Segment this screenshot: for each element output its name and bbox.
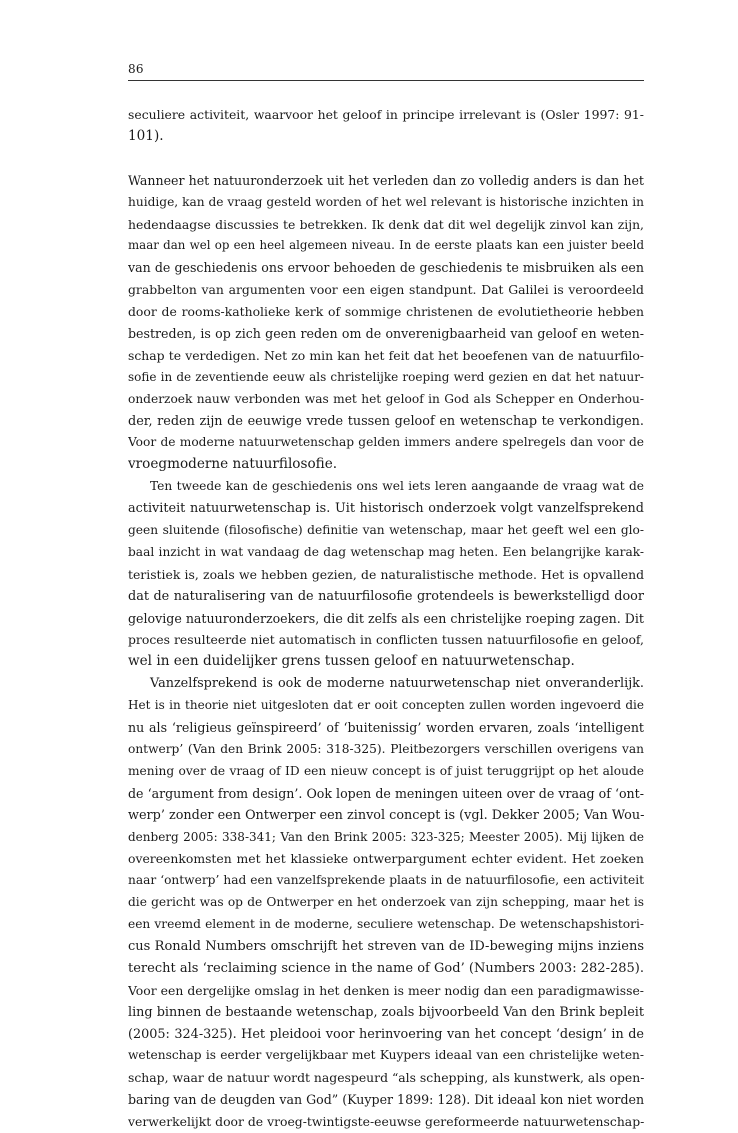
text-line: Ten tweede kan de geschiedenis ons wel iets leren aangaande de vraag wat de xyxy=(150,479,644,494)
text-line: een vreemd element in de moderne, seculiere wetenschap. De wetenschapshistori- xyxy=(128,917,644,932)
text-line: Wanneer het natuuronderzoek uit het verleden dan zo volledig anders is dan het xyxy=(128,172,644,188)
text-line: 101). xyxy=(128,127,164,144)
paragraph-gap xyxy=(128,148,644,170)
text-line: (2005: 324-325). Het pleidooi voor herinvoering van het concept ‘design’ in de xyxy=(128,1026,644,1042)
text-line: teristiek is, zoals we hebben gezien, de naturalistische methode. Het is opvallend xyxy=(128,566,644,582)
text-line: activiteit natuurwetenschap is. Uit historisch onderzoek volgt vanzelfsprekend xyxy=(128,501,644,517)
text-line: terecht als ‘reclaiming science in the name of God’ (Numbers 2003: 282-285). xyxy=(128,960,644,976)
text-line: schap te verdedigen. Net zo min kan het feit dat het beoefenen van de natuurfilo- xyxy=(128,347,644,363)
text-line: bestreden, is op zich geen reden om de onverenigbaarheid van geloof en weten- xyxy=(128,326,644,342)
text-line: dat de naturalisering van de natuurfilosofie grotendeels is bewerkstelligd door xyxy=(128,588,644,604)
text-line: proces resulteerde niet automatisch in conflicten tussen natuurfilosofie en geloof, xyxy=(128,632,644,648)
text-line: wel in een duidelijker grens tussen geloof en natuurwetenschap. xyxy=(128,653,575,670)
text-line: Het is in theorie niet uitgesloten dat er ooit concepten zullen worden ingevoerd die xyxy=(128,698,644,713)
text-line: wetenschap is eerder vergelijkbaar met Kuypers ideaal van een christelijke weten- xyxy=(128,1048,644,1063)
text-line: ontwerp’ (Van den Brink 2005: 318-325). Pleitbezorgers verschillen overigens van xyxy=(128,741,644,756)
text-line: onderzoek nauw verbonden was met het geloof in God als Schepper en Onderhou- xyxy=(128,391,644,406)
text-line: maar dan wel op een heel algemeen niveau. In de eerste plaats kan een juister beeld xyxy=(128,238,644,253)
text-line: cus Ronald Numbers omschrijft het streven van de ID-beweging mijns inziens xyxy=(128,938,644,954)
text-line: door de rooms-katholieke kerk of sommige christenen de evolutietheorie hebben xyxy=(128,304,644,320)
text-line: schap, waar de natuur wordt nagespeurd “als schepping, als kunstwerk, als open- xyxy=(128,1070,644,1086)
text-line: geen sluitende (filosofische) definitie van wetenschap, maar het geeft wel een glo- xyxy=(128,523,644,538)
text-line: ling binnen de bestaande wetenschap, zoals bijvoorbeeld Van den Brink bepleit xyxy=(128,1004,644,1020)
text-line: overeenkomsten met het klassieke ontwerpargument echter evident. Het zoeken xyxy=(128,851,644,867)
text-line: Voor een dergelijke omslag in het denken is meer nodig dan een paradigmawisse- xyxy=(128,982,644,998)
text-line: sofie in de zeventiende eeuw als christelijke roeping werd gezien en dat het natuur- xyxy=(128,369,644,384)
body-text xyxy=(128,104,644,1133)
text-line: Vanzelfsprekend is ook de moderne natuurwetenschap niet onveranderlijk. xyxy=(150,676,644,692)
text-line: der, reden zijn de eeuwige vrede tussen geloof en wetenschap te verkondigen. xyxy=(128,413,644,429)
text-line: seculiere activiteit, waarvoor het geloof in principe irrelevant is (Osler 1997: 91- xyxy=(128,107,644,122)
text-line: van de geschiedenis ons ervoor behoeden de geschiedenis te misbruiken als een xyxy=(128,260,644,276)
text-line: gelovige natuuronderzoekers, die dit zelfs als een christelijke roeping zagen. Dit xyxy=(128,610,644,626)
text-line: werp’ zonder een Ontwerper een zinvol concept is (vgl. Dekker 2005; Van Wou- xyxy=(128,807,644,823)
text-line: die gericht was op de Ontwerper en het onderzoek van zijn schepping, maar het is xyxy=(128,895,644,910)
text-line: vroegmoderne natuurfilosofie. xyxy=(128,456,338,473)
text-line: Voor de moderne natuurwetenschap gelden immers andere spelregels dan voor de xyxy=(128,435,644,450)
text-line: verwerkelijkt door de vroeg-twintigste-eeuwse gereformeerde natuurwetenschap- xyxy=(128,1114,644,1130)
text-line: hedendaagse discussies te betrekken. Ik denk dat dit wel degelijk zinvol kan zijn, xyxy=(128,216,644,232)
text-line: de ‘argument from design’. Ook lopen de meningen uiteen over de vraag of ‘ont- xyxy=(128,785,644,801)
text-line: grabbelton van argumenten voor een eigen standpunt. Dat Galilei is veroordeeld xyxy=(128,282,644,298)
text-line: huidige, kan de vraag gesteld worden of het wel relevant is historische inzichten in xyxy=(128,194,644,209)
text-line: denberg 2005: 338-341; Van den Brink 2005: 323-325; Meester 2005). Mij lijken de xyxy=(128,829,644,844)
text-line: baal inzicht in wat vandaag de dag wetenschap mag heten. Een belangrijke karak- xyxy=(128,544,644,559)
header-rule xyxy=(128,80,644,81)
text-line: baring van de deugden van God” (Kuyper 1899: 128). Dit ideaal kon niet worden xyxy=(128,1092,644,1108)
text-line: naar ‘ontwerp’ had een vanzelfsprekende plaats in de natuurfilosofie, een activiteit xyxy=(128,873,644,888)
text-line: mening over de vraag of ID een nieuw concept is of juist teruggrijpt op het aloude xyxy=(128,763,644,778)
text-line: nu als ‘religieus geïnspireerd’ of ‘buitenissig’ worden ervaren, zoals ‘intelligent xyxy=(128,720,644,736)
page-number: 86 xyxy=(128,62,144,76)
